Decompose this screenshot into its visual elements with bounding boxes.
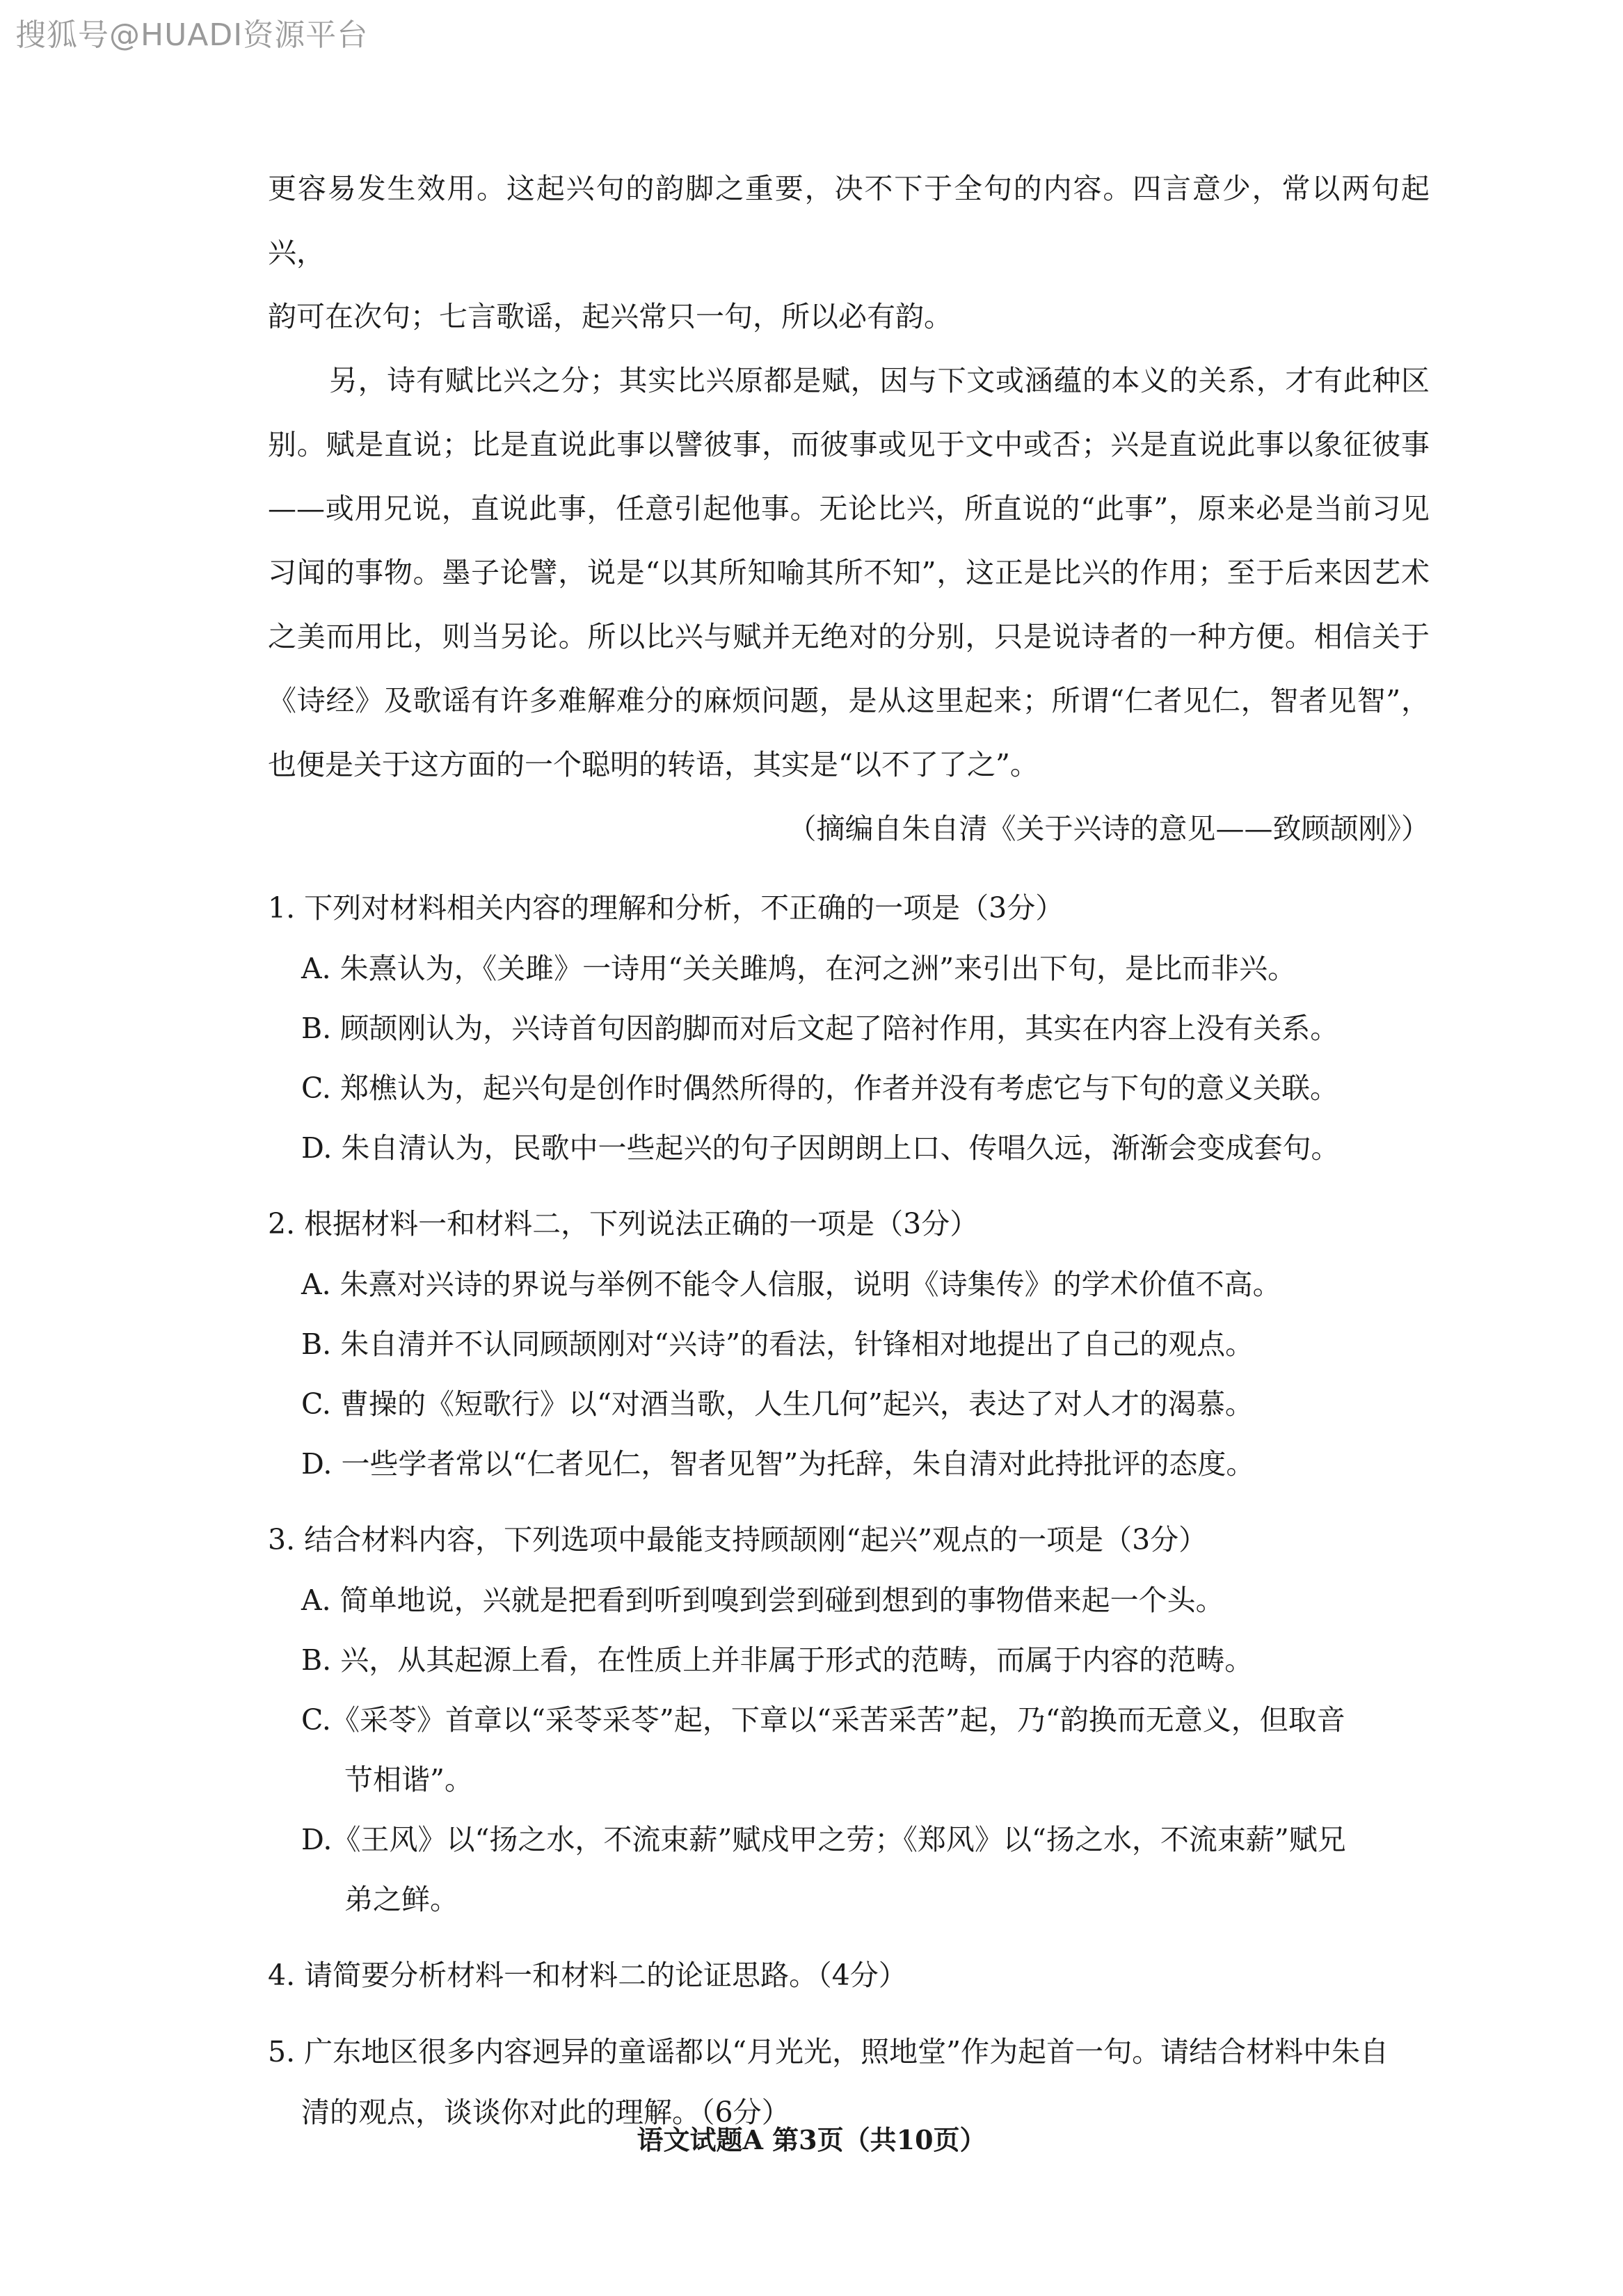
option-d-continued: 弟之鲜。 [344,1883,458,1916]
question-4 [268,1945,1430,2006]
option-b: B. 兴，从其起源上看，在性质上并非属于形式的范畴，而属于内容的范畴。 [301,1643,1254,1677]
exam-page [268,157,1430,2158]
material-paragraph-1-line-2: 韵可在次句；七言歌谣，起兴常只一句，所以必有韵。 [268,300,952,333]
option-c: C. 曹操的《短歌行》以“对酒当歌，人生几何”起兴，表达了对人才的渴慕。 [301,1387,1254,1421]
question-1 [268,877,1430,1178]
question-3 [268,1509,1430,1929]
material-source: （摘编自朱自清《关于兴诗的意见——致顾颉刚》） [787,812,1430,845]
page-footer: 语文试题A 第3页（共10页） [637,2124,986,2155]
option-d: D. 朱自清认为，民歌中一些起兴的句子因朗朗上口、传唱久远，渐渐会变成套句。 [301,1131,1340,1165]
question-title: 1. 下列对材料相关内容的理解和分析，不正确的一项是（3分） [268,891,1064,925]
option-a: A. 朱熹对兴诗的界说与举例不能令人信服，说明《诗集传》的学术价值不高。 [301,1268,1281,1301]
question-title: 2. 根据材料一和材料二，下列说法正确的一项是（3分） [268,1207,979,1241]
question-title-continued: 清的观点，谈谈你对此的理解。（6分） [301,2096,790,2129]
option-d: D.《王风》以“扬之水，不流束薪”赋戍甲之劳；《郑风》以“扬之水，不流束薪”赋兄 [301,1823,1346,1856]
option-c-continued: 节相谐”。 [344,1763,473,1796]
question-2 [268,1193,1430,1494]
option-c: C. 郑樵认为，起兴句是创作时偶然所得的，作者并没有考虑它与下句的意义关联。 [301,1071,1338,1105]
option-a: A. 朱熹认为，《关雎》一诗用“关关雎鸠，在河之洲”来引出下句，是比而非兴。 [301,952,1297,985]
option-d: D. 一些学者常以“仁者见仁，智者见智”为托辞，朱自清对此持批评的态度。 [301,1447,1255,1481]
material-paragraph-2: 另，诗有赋比兴之分；其实比兴原都是赋，因与下文或涵蕴的本义的关系，才有此种区别。赋是直说；比是直说此事以譬彼事，而彼事或见于文中或否；兴是直说此事以象征彼事——或用兄说，直说此事，任意引起他事。无论比兴，所直说的“此事”，原来必是当前习见习闻的事物。墨子论譬，说是“以其所知喻其所不知”，这正是比兴的作用；至于后来因艺术之美而用比，则当另论。所以比兴与赋并无绝对的分别，只是说诗者的一种方便。相信关于《诗经》及歌谣有许多难解难分的麻烦问题，是从这里起来；所谓“仁者见仁，智者见智”，也便是关于这方面的一个聪明的转语，其实是“以不了了之”。 [268,364,1430,781]
watermark: 搜狐号@HUADI资源平台 [15,17,369,53]
question-title: 5. 广东地区很多内容迥异的童谣都以“月光光，照地堂”作为起首一句。请结合材料中朱自 [268,2035,1389,2068]
option-b: B. 顾颉刚认为，兴诗首句因韵脚而对后文起了陪衬作用，其实在内容上没有关系。 [301,1012,1339,1045]
question-title: 3. 结合材料内容，下列选项中最能支持顾颉刚“起兴”观点的一项是（3分） [268,1523,1208,1556]
material-paragraph-1-line-1: 更容易发生效用。这起兴句的韵脚之重要，决不下于全句的内容。四言意少，常以两句起兴， [268,172,1430,269]
option-a: A. 简单地说，兴就是把看到听到嗅到尝到碰到想到的事物借来起一个头。 [301,1584,1224,1617]
option-b: B. 朱自清并不认同顾颉刚对“兴诗”的看法，针锋相对地提出了自己的观点。 [301,1328,1254,1361]
option-c: C.《采苓》首章以“采苓采苓”起，下章以“采苦采苦”起，乃“韵换而无意义，但取音 [301,1703,1345,1737]
question-title: 4. 请简要分析材料一和材料二的论证思路。（4分） [268,1959,907,1992]
